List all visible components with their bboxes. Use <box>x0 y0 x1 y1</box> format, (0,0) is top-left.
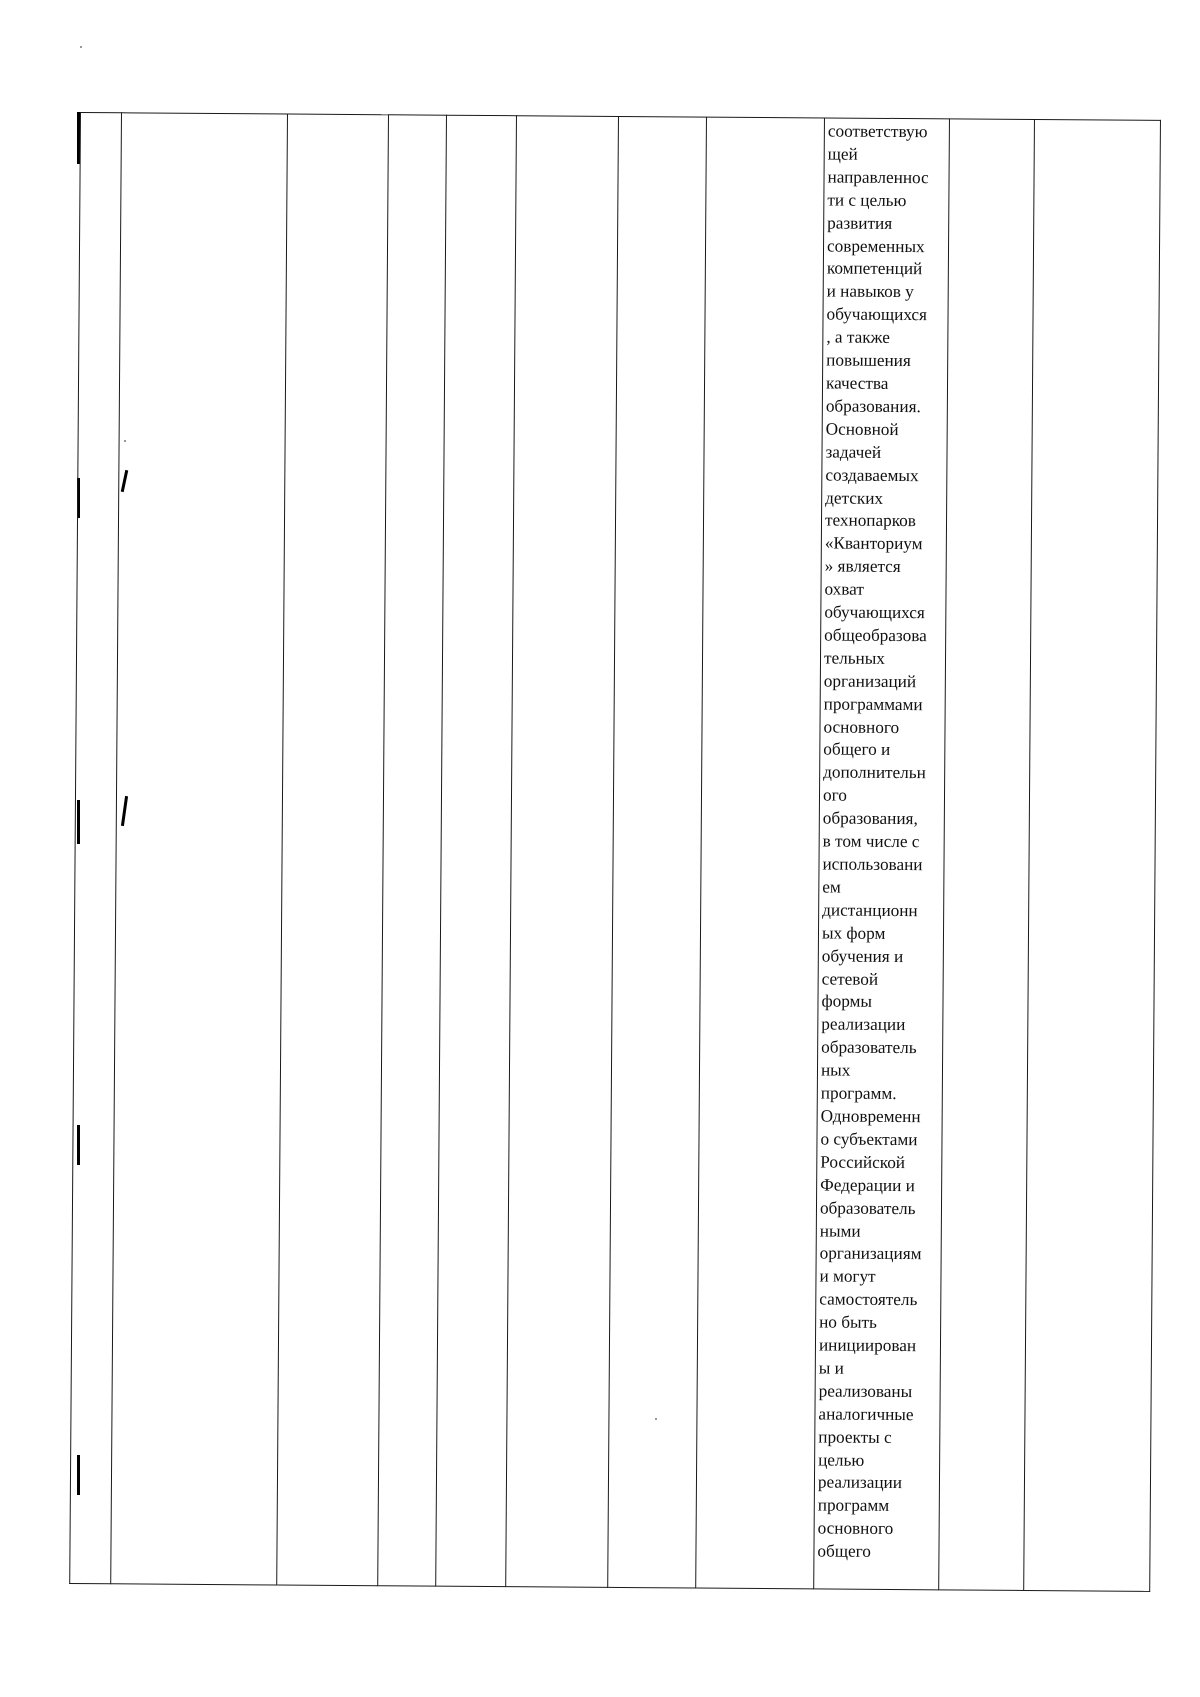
text-line: реализованы <box>818 1381 913 1401</box>
table-cell-11 <box>1024 119 1161 1591</box>
text-line: но быть <box>819 1312 877 1332</box>
table-cell-5 <box>436 115 517 1586</box>
text-line: развития <box>827 213 893 233</box>
text-line: программ. <box>820 1083 897 1104</box>
text-line: формы <box>821 991 873 1012</box>
text-line: компетенций <box>826 258 923 279</box>
text-line: детских <box>825 487 884 508</box>
text-line: дополнительн <box>823 762 926 783</box>
table-cell-6 <box>506 116 619 1588</box>
text-line: соответствую <box>827 121 928 142</box>
text-line: использовани <box>822 854 923 875</box>
table-cell-4 <box>378 115 447 1586</box>
text-line: щей <box>827 144 858 164</box>
text-line: направленнос <box>827 167 929 188</box>
text-line: Одновременн <box>820 1106 921 1127</box>
text-line: организаций <box>823 671 917 691</box>
text-line: самостоятель <box>819 1289 918 1310</box>
text-line: технопарков <box>824 510 916 531</box>
text-line: общего и <box>823 739 891 760</box>
text-line: реализации <box>821 1014 906 1035</box>
text-line: реализации <box>817 1472 903 1493</box>
text-line: тельных <box>823 648 885 668</box>
text-line: образования. <box>825 396 921 417</box>
text-line: программ <box>817 1495 890 1516</box>
text-line: современных <box>826 236 925 256</box>
document-table <box>69 112 1161 1592</box>
text-line: задачей <box>825 442 882 462</box>
text-line: аналогичные <box>818 1404 914 1424</box>
text-line: о субъектами <box>820 1129 918 1150</box>
text-line: Основной <box>825 419 899 439</box>
cell-9-text <box>814 118 949 1589</box>
text-line: сетевой <box>821 968 879 989</box>
text-line: общего <box>817 1541 871 1562</box>
text-line: основного <box>817 1518 894 1539</box>
table-cell-10 <box>939 119 1035 1591</box>
table-cell-8 <box>696 117 825 1589</box>
text-line: ными <box>819 1220 861 1241</box>
text-line: общеобразова <box>824 625 927 646</box>
document-table-frame <box>69 112 1160 1592</box>
text-line: программами <box>823 694 923 714</box>
text-line: обучающихся <box>824 602 925 623</box>
table-cell-7 <box>608 116 707 1588</box>
text-line: создаваемых <box>825 465 919 485</box>
text-line: и навыков у <box>826 281 914 302</box>
text-line: обучения и <box>821 946 904 966</box>
text-line: обучающихся <box>826 304 928 325</box>
text-line: Федерации и <box>820 1175 915 1195</box>
table-cell-3 <box>277 114 389 1586</box>
text-line: целью <box>818 1450 865 1470</box>
text-line: и могут <box>819 1266 876 1287</box>
text-line: образователь <box>821 1037 917 1058</box>
text-line: образователь <box>819 1198 916 1218</box>
text-line: ы и <box>818 1358 844 1378</box>
text-line: ти с целью <box>827 190 907 210</box>
text-line: , а также <box>826 327 890 348</box>
text-line: » является <box>824 556 901 577</box>
text-line: основного <box>823 717 900 737</box>
text-line: ых форм <box>821 923 886 943</box>
text-line: ого <box>822 785 847 805</box>
text-line: Российской <box>820 1152 906 1172</box>
text-line: инициирован <box>818 1335 917 1356</box>
text-line: охват <box>824 579 864 599</box>
text-line: качества <box>825 373 889 393</box>
text-line: «Кванториум <box>824 533 923 554</box>
text-line: образования, <box>822 808 918 829</box>
text-line: организациям <box>819 1243 922 1264</box>
text-line: в том числе с <box>822 831 920 852</box>
table-cell-2 <box>111 113 288 1585</box>
text-line: ных <box>820 1060 851 1080</box>
table-row <box>70 113 1161 1592</box>
text-line: дистанционн <box>822 900 918 920</box>
text-line: повышения <box>826 350 911 371</box>
scan-speck <box>80 46 82 48</box>
text-line: проекты с <box>818 1427 892 1447</box>
text-line: ем <box>822 877 841 897</box>
table-cell-9 <box>814 118 950 1590</box>
